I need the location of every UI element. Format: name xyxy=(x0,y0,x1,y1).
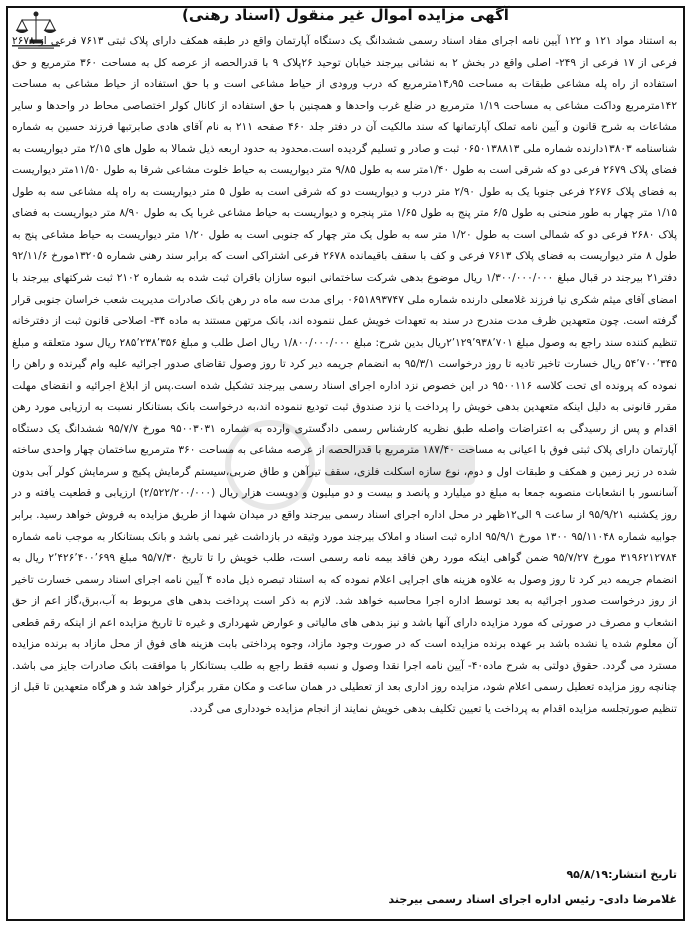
publication-date: تاریخ انتشار:۹۵/۸/۱۹ xyxy=(566,868,677,881)
notice-body: به استناد مواد ۱۲۱ و ۱۲۲ آیین نامه اجرای مفاد اسناد رسمی ششدانگ یک دستگاه آپارتمان واقع در طبقه همکف دارای پلاک ثبتی ۷۶۱۳ فرعی از ۲۶۷۸ فرعی از ۱۷ فرعی از ۲۴۹- اصلی واقع در بخش ۲ به نشانی بیرجند خیابان توحید ۲۶پلاک ۹ با قدرالحصه از عرصه کل به مساحت ۳۶۰ مترمربع و حق استفاده از راه پله مشاعی طبقات به مساحت ۱۴٫۹۵مترمربع که درب ورودی از حیاط مشاعی است و با حق استفاده از حیاط مشاعی به مساحت ۱۴۲مترمربع وداکت مشاعی به مساحت ۱/۱۹ مترمربع در ضلع غرب واحدها و همچنین با حق استفاده از کانال کولر اختصاصی محاط در واحدها و سایر مشاعات به شرح قانون و آیین نامه تملک آپارتمانها که سند مالکیت آن در دفتر جلد ۴۶۰ صفحه ۲۱۱ به نام آقای هادی صابرتبها فرزند حسین به شماره شناسنامه ۱۳۸۰۳دارنده شماره ملی ۰۶۵۰۱۳۸۸۱۳ ثبت و صادر و تسلیم گردیده است.محدود به حدود اربعه ذیل شمالا به طول های ۲/۱۵ متر دیواریست به فضای پلاک ۲۶۷۹ فرعی دو که شرقی است به طول ۱/۴۰متر سه به طول ۹/۸۵ متر دیواریست به حیاط خلوت مشاعی شرقا به طول ۱۱/۵۰متر دیواریست به فضای پلاک ۲۶۷۶ فرعی جنوبا یک به طول ۲/۹۰ متر درب و دیواریست دو که شرقی است به طول ۵ متر دیواریست به راه پله مشاعی سه به طول ۱/۱۵ متر چهار به طور منحنی به طول ۶/۵ متر پنج به طول ۱/۶۵ متر پنجره و دیواریست به حیاط مشاعی غربا یک به طول ۸/۹۰ متر دیواریست به فضای پلاک ۲۶۸۰ فرعی دو که شمالی است به طول ۱/۲۰ متر سه به طول یک متر چهار که جنوبی است به طول ۱/۲۰ متر دیواریست به حیاط مشاعی پنج به طول ۸ متر دیواریست به فضای پلاک ۷۶۱۳ فرعی و کف با سقف باقیمانده ۲۶۷۸ فرعی اشتراکی است که برابر سند رهنی شماره ۱۳۲۰۵مورخ ۹۲/۱۱/۶ دفتر۲۱ بیرجند در قبال مبلغ ۱/۳۰۰/۰۰۰/۰۰۰ ریال موضوع بدهی شرکت ساختمانی انبوه سازان باقران ثبت شده به شماره ۲۱۰۲ ثبت شرکتهای بیرجند با امضای آقای میثم شکری نیا فرزند غلامعلی دارنده شماره ملی ۰۶۵۱۸۹۳۷۴۷ برای مدت سه ماه در رهن بانک صادرات مدیریت شعب خراسان جنوبی قرار گرفته است. چون متعهدین ظرف مدت مندرج در سند به تعهدات خویش عمل ننموده اند، بانک مرتهن مستند به ماده ۳۴- اصلاحی قانون ثبت از دفترخانه تنظیم کننده سند راجع به وصول مبلغ ۲٬۱۲۹٬۹۳۸٬۷۰۱ریال بدین شرح: مبلغ ۱/۸۰۰/۰۰۰/۰۰۰ ریال اصل طلب و مبلغ ۲۸۵٬۲۳۸٬۳۵۶ ریال سود متعلقه و مبلغ ۵۴٬۷۰۰٬۳۴۵ ریال خسارت تاخیر تادیه تا روز درخواست ۹۵/۳/۱ به انضمام جریمه دیر کرد تا روز وصول تقاضای صدور اجرائیه علیه وام گیرنده و راهن را نموده که پرونده ای تحت کلاسه ۹۵۰۰۱۱۶ در این خصوص نزد اداره اجرای اسناد رسمی بیرجند تشکیل شده است.پس از ابلاغ اجرائیه و انقضای مهلت مقرر قانونی به دلیل اینکه متعهدین بدهی خویش را پرداخت یا نزد صندوق ثبت تودیع ننموده اند،به درخواست بانک بستانکار نسبت به ارزیابی مورد رهن اقدام و پس از رسیدگی به اعتراضات واصله طبق نظریه کارشناس رسمی دادگستری وارده به شماره ۹۵۰۰۳۰۳۱ مورخ ۹۵/۷/۷ ششدانگ یک دستگاه آپارتمان دارای پلاک ثبتی فوق با اعیانی به مساحت ۱۸۷/۴۰ مترمربع با قدرالحصه از عرصه مشاعی به مساحت ۳۶۰ مترمربع ساختمان چهار واحدی ساخته شده در زیر زمین و همکف و طبقات اول و دوم، نوع سازه اسکلت فلزی، سقف تیرآهن و طاق ضربی،سیستم گرمایش پکیج و سرمایش کولر آبی بدون آسانسور با انشعابات منصوبه جمعا به مبلغ دو میلیارد و پانصد و بیست و دو میلیون و دویست هزار ریال (۲/۵۲۲/۲۰۰/۰۰۰) ارزیابی و قطعیت یافته و در روز یکشنبه ۹۵/۹/۲۱ از ساعت ۹ الی۱۲ظهر در محل اداره اجرای اسناد رسمی بیرجند واقع در میدان شهدا از طریق مزایده به فروش خواهد رسید. برابر جوابیه شماره ۹۵/۱۱۰۴۸ ۱۳۰۰ مورخ ۹۵/۹/۱ اداره ثبت اسناد و املاک بیرجند مورد وثیقه در بازداشت غیر نمی باشد و بانک بستانکار به موجب نامه شماره ۳۱۹۶۲۱۲۷۸۴ مورخ ۹۵/۷/۲۷ ضمن گواهی اینکه مورد رهن فاقد بیمه نامه رسمی است، طلب خویش را تا تاریخ ۹۵/۷/۳۰ مبلغ ۲٬۴۲۶٬۴۰۰٬۶۹۹ ریال به انضمام جریمه دیر کرد تا روز وصول به علاوه هزینه های اجرایی اعلام نموده که به استناد تبصره ذیل ماده ۴ آیین نامه اجرای اسناد رسمی خسارت تاخیر از روز درخواست صدور اجرائیه به بعد توسط اداره اجرا محاسبه خواهد شد. لازم به ذکر است پرداخت بدهی های مربوط به آب،برق،گاز اعم از حق انشعاب و مصرف در صورتی که مورد مزایده دارای آنها باشد و نیز بدهی های مالیاتی و عوارض شهرداری و غیره تا تاریخ مزایده اعم از اینکه رقم قطعی آن معلوم شده یا نشده باشد بر عهده برنده مزایده است که در صورت وجود مازاد، وجوه پرداختی بابت هزینه های فوق از محل مازاد به برنده مزایده مسترد می گردد. حقوق دولتی به شرح ماده۴۰- آیین نامه اجرا نقدا وصول و نسبه فقط راجع به طلب بستانکار با موافقت بانک صادرات جایز می باشد. چنانچه روز مزایده تعطیل رسمی اعلام شود، مزایده روز اداری بعد از تعطیلی در همان ساعت و مکان مقرر برگزار خواهد شد و هرگاه متعهدین تا قبل از تنظیم صورتجلسه مزایده اقدام به پرداخت یا تعیین تکلیف بدهی خویش نمایند از انجام مزایده خودداری می گردد. xyxy=(12,35,678,715)
notice-title: آگهی مزایده اموال غیر منقول (اسناد رهنی) xyxy=(182,6,509,24)
signature-line: غلامرضا دادی- رئیس اداره اجرای اسناد رسمی بیرجند xyxy=(388,893,677,906)
